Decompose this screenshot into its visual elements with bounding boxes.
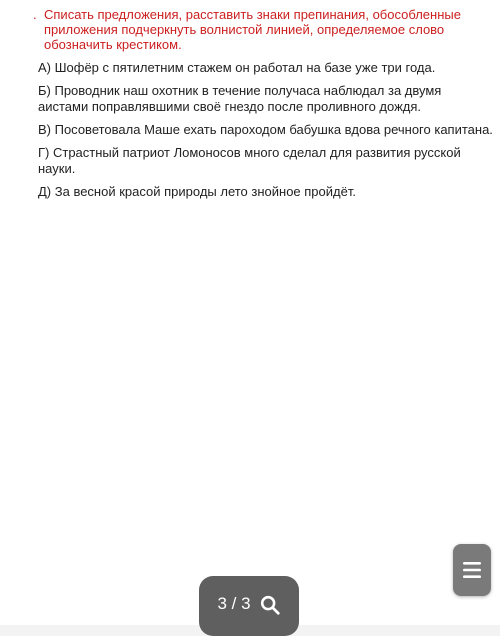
menu-button[interactable] [453, 544, 491, 596]
sentence-c: В) Посоветовала Маше ехать пароходом бабушка вдова речного капитана. [38, 122, 493, 137]
sentence-list [38, 60, 493, 207]
page-indicator-pill[interactable] [199, 576, 299, 636]
task-instruction [33, 7, 489, 52]
search-icon[interactable] [259, 594, 281, 616]
sentence-b: Б) Проводник наш охотник в течение получаса наблюдал за двумя аистами поправлявшими своё гнездо после проливного дождя. [38, 83, 442, 114]
sentence-a: А) Шофёр с пятилетним стажем он работал на базе уже три года. [38, 60, 436, 75]
task-text: Списать предложения, расставить знаки препинания, обособленные приложения подчеркнуть волнистой линией, определяемое слово обозначить крестиком. [44, 7, 461, 52]
page-indicator: 3 / 3 [217, 594, 251, 613]
task-bullet: . [33, 7, 37, 22]
menu-icon [462, 559, 482, 581]
sentence-e: Д) За весной красой природы лето знойное пройдёт. [38, 184, 356, 199]
sentence-d: Г) Страстный патриот Ломоносов много сделал для развития русской науки. [38, 145, 461, 176]
